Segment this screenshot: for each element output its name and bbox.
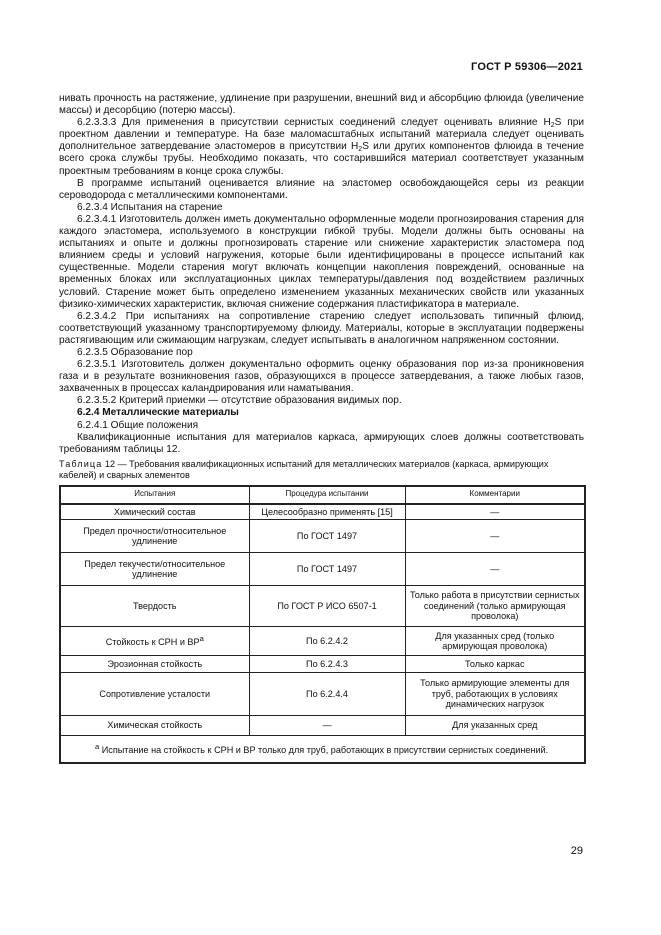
cell-procedure: —	[249, 716, 405, 736]
table-footnote-row	[60, 736, 585, 763]
cell-procedure: По ГОСТ 1497	[249, 520, 405, 553]
cell-comment: Только армирующие элементы для труб, работающих в условиях динамических нагрузок	[405, 673, 585, 716]
table-caption: Таблица 12 — Требования квалификационных испытаний для металлических материалов (каркаса, армирующих кабелей) и сварных элементов	[59, 458, 549, 481]
paragraph-continuation: нивать прочность на растяжение, удлинение при разрушении, внешний вид и абсорбцию флюида (увеличение массы) и десорбцию (потерю массы).	[59, 93, 584, 117]
cell-comment: —	[405, 520, 585, 553]
cell-procedure: Целесообразно применять [15]	[249, 504, 405, 520]
cell-comment: Для указанных сред	[405, 716, 585, 736]
cell-procedure: По 6.2.4.4	[249, 673, 405, 716]
table-row	[60, 504, 585, 520]
table-row	[60, 553, 585, 586]
paragraph-6-2-3-4-1: 6.2.3.4.1 Изготовитель должен иметь документально оформленные модели прогнозирования старения для каждого эластомера, используемого в конструкции гибкой трубы. Модели должны быть основаны на испытаниях и опыте и должны прогнозировать старение или снижение характеристик эластомера под влиянием среды и условий нагружения, которые были идентифицированы в процессе испытаний как существенные. Модели старения могут включать концепции накопления повреждений, основанные на временных блоках или эксплуатационных циклах температуры/давления под воздействием различных условий. Старение может быть определено изменением указанных механических свойств или указанных физико-химических характеристик, включая снижение содержания пластификатора в материале.	[59, 213, 584, 310]
cell-comment: Только каркас	[405, 656, 585, 673]
cell-test: Химический состав	[60, 504, 249, 520]
table-row	[60, 656, 585, 673]
cell-comment: Только работа в присутствии сернистых соединений (только армирующая проволока)	[405, 586, 585, 627]
cell-comment: —	[405, 553, 585, 586]
heading-6-2-3-5: 6.2.3.5 Образование пор	[77, 346, 193, 358]
cell-test: Химическая стойкость	[60, 716, 249, 736]
page-content	[59, 93, 584, 764]
heading-6-2-4: 6.2.4 Металлические материалы	[77, 407, 239, 419]
header-comments: Комментарии	[405, 486, 585, 504]
cell-comment: Для указанных сред (только армирующая проволока)	[405, 627, 585, 656]
cell-test: Стойкость к СРН и $ВР^а$	[60, 627, 249, 656]
table-row	[60, 673, 585, 716]
header-procedure: Процедура испытании	[249, 486, 405, 504]
paragraph-6-2-3-5-1: 6.2.3.5.1 Изготовитель должен документально оформить оценку образования пор из-за проникновения газа и в результате возникновения газов, образующихся в процессе затвердевания, а также любых газов, захваченных в процессах каландрирования или наматывания.	[59, 359, 584, 395]
document-header: ГОСТ Р 59306—2021	[471, 61, 583, 73]
table-12	[59, 485, 586, 764]
table-row	[60, 520, 585, 553]
cell-test: Эрозионная стойкость	[60, 656, 249, 673]
table-header-row	[60, 486, 585, 504]
paragraph-qualification: Квалификационные испытания для материалов каркаса, армирующих слоев должны соответствовать требованиям таблицы 12.	[59, 431, 584, 455]
heading-6-2-3-4: 6.2.3.4 Испытания на старение	[77, 201, 223, 213]
paragraph-6-2-3-3-3: 6.2.3.3.3 Для применения в присутствии сернистых соединений следует оценивать влияние $H_2S$ при проектном давлении и температуре. На базе маломасштабных испытаний материала следует оценивать дополнительное затвердевание эластомеров в присутствии $H_2S$ или других компонентов флюида в течение всего срока службы трубы. Необходимо показать, что состарившийся материал соответствует указанным проектным требованиям в конце срока службы.	[59, 117, 584, 177]
paragraph-test-program: В программе испытаний оценивается влияние на эластомер освобождающейся серы из реакции сероводорода с металлическими компонентами.	[59, 177, 584, 201]
cell-procedure: По 6.2.4.3	[249, 656, 405, 673]
paragraph-6-2-3-5-2: 6.2.3.5.2 Критерий приемки — отсутствие образования видимых пор.	[77, 395, 402, 407]
cell-procedure: По ГОСТ Р ИСО 6507-1	[249, 586, 405, 627]
table-row	[60, 716, 585, 736]
cell-test: Предел прочности/относительное удлинение	[60, 520, 249, 553]
cell-test: Твердость	[60, 586, 249, 627]
table-row	[60, 627, 585, 656]
cell-test: Предел текучести/относительное удлинение	[60, 553, 249, 586]
footnote-marker: а	[95, 742, 100, 752]
paragraph-6-2-3-4-2: 6.2.3.4.2 При испытаниях на сопротивление старению следует использовать типичный флюид, соответствующий указанному транспортируемому флюиду. Материалы, которые в эксплуатации подвержены растягивающим или сжимающим нагрузкам, следует испытывать в аналогичном напряженном состоянии.	[59, 310, 584, 346]
heading-6-2-4-1: 6.2.4.1 Общие положения	[77, 419, 199, 431]
footnote-marker: а	[199, 634, 204, 644]
table-footnote: $^а$ Испытание на стойкость к СРН и ВР только для труб, работающих в присутствии сернистых соединений.	[60, 736, 585, 763]
table-row	[60, 586, 585, 627]
header-tests: Испытания	[60, 486, 249, 504]
cell-comment: —	[405, 504, 585, 520]
cell-procedure: По 6.2.4.2	[249, 627, 405, 656]
cell-procedure: По ГОСТ 1497	[249, 553, 405, 586]
page-number: 29	[570, 845, 583, 857]
cell-test: Сопротивление усталости	[60, 673, 249, 716]
